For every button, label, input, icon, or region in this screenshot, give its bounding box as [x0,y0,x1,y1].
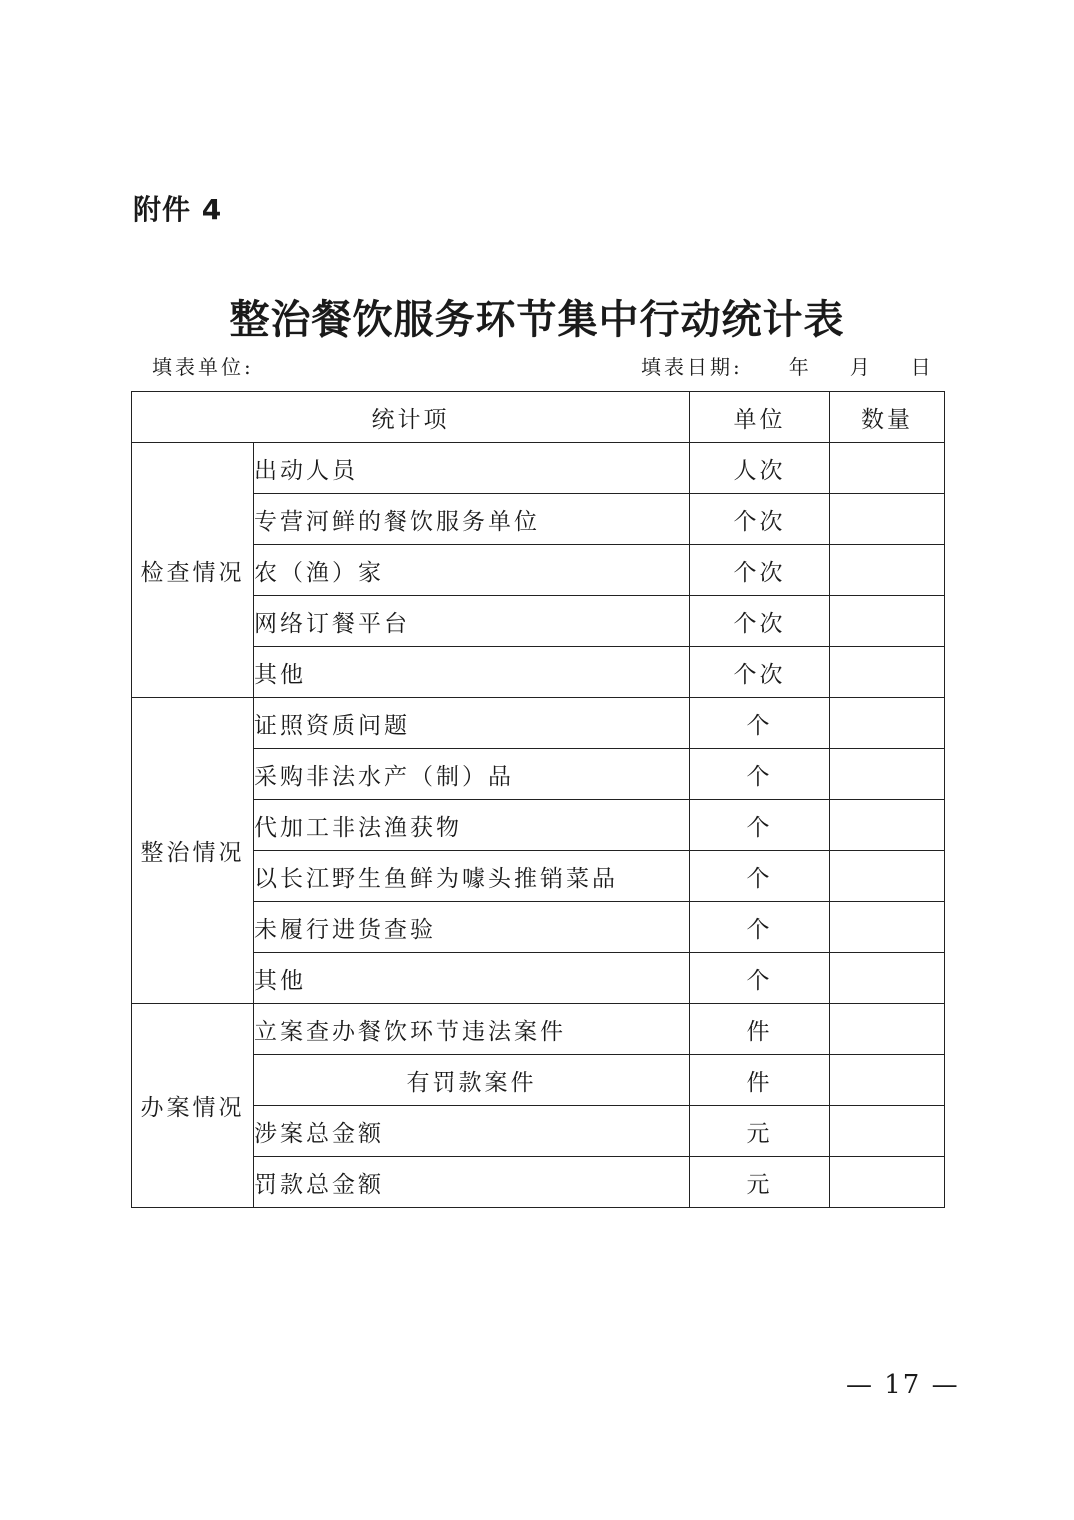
quantity-cell[interactable] [830,1157,945,1208]
quantity-cell[interactable] [830,902,945,953]
quantity-cell[interactable] [830,698,945,749]
table-row [132,749,945,800]
quantity-cell[interactable] [830,1106,945,1157]
item-cell: 农（渔）家 [254,545,690,596]
date-year-label: 年 [788,355,812,379]
fill-date-label: 填表日期: [641,355,743,379]
date-month-label: 月 [849,355,873,379]
fill-date-line [641,351,934,380]
date-day-label: 日 [910,355,934,379]
item-cell: 涉案总金额 [254,1106,690,1157]
table-row [132,1004,945,1055]
item-cell: 其他 [254,647,690,698]
table-row [132,1055,945,1106]
statistics-table [131,391,945,1208]
unit-cell: 元 [690,1106,830,1157]
quantity-cell[interactable] [830,443,945,494]
item-cell: 网络订餐平台 [254,596,690,647]
header-unit: 单位 [690,392,830,443]
item-cell: 罚款总金额 [254,1157,690,1208]
item-cell: 有罚款案件 [254,1055,690,1106]
header-item: 统计项 [132,392,690,443]
unit-cell: 件 [690,1004,830,1055]
table-row [132,953,945,1004]
table-row [132,1157,945,1208]
unit-cell: 个次 [690,647,830,698]
item-cell: 其他 [254,953,690,1004]
unit-cell: 人次 [690,443,830,494]
table-row [132,800,945,851]
quantity-cell[interactable] [830,596,945,647]
quantity-cell[interactable] [830,749,945,800]
item-cell: 证照资质问题 [254,698,690,749]
item-cell: 专营河鲜的餐饮服务单位 [254,494,690,545]
table-row [132,902,945,953]
category-inspection: 检查情况 [132,443,254,698]
table-row [132,494,945,545]
item-cell: 出动人员 [254,443,690,494]
attachment-label: 附件 4 [133,193,223,226]
unit-cell: 个 [690,800,830,851]
item-cell: 采购非法水产（制）品 [254,749,690,800]
item-cell: 立案查办餐饮环节违法案件 [254,1004,690,1055]
quantity-cell[interactable] [830,851,945,902]
item-cell: 未履行进货查验 [254,902,690,953]
table-row [132,647,945,698]
item-cell: 以长江野生鱼鲜为噱头推销菜品 [254,851,690,902]
category-case-handling: 办案情况 [132,1004,254,1208]
table-row [132,596,945,647]
quantity-cell[interactable] [830,647,945,698]
unit-cell: 个 [690,851,830,902]
unit-cell: 元 [690,1157,830,1208]
unit-cell: 个 [690,749,830,800]
unit-cell: 个 [690,698,830,749]
unit-cell: 个 [690,902,830,953]
quantity-cell[interactable] [830,1004,945,1055]
quantity-cell[interactable] [830,545,945,596]
table-row [132,851,945,902]
table-row [132,443,945,494]
quantity-cell[interactable] [830,494,945,545]
unit-cell: 个次 [690,596,830,647]
page-number: — 17 — [846,1370,960,1400]
quantity-cell[interactable] [830,953,945,1004]
unit-cell: 个 [690,953,830,1004]
quantity-cell[interactable] [830,1055,945,1106]
category-rectification: 整治情况 [132,698,254,1004]
unit-cell: 个次 [690,494,830,545]
unit-cell: 件 [690,1055,830,1106]
table-row [132,698,945,749]
table-header-row [132,392,945,443]
header-quantity: 数量 [830,392,945,443]
unit-cell: 个次 [690,545,830,596]
fill-unit-label: 填表单位: [152,355,254,379]
quantity-cell[interactable] [830,800,945,851]
page-title: 整治餐饮服务环节集中行动统计表 [229,296,845,343]
table-row [132,1106,945,1157]
item-cell: 代加工非法渔获物 [254,800,690,851]
table-row [132,545,945,596]
